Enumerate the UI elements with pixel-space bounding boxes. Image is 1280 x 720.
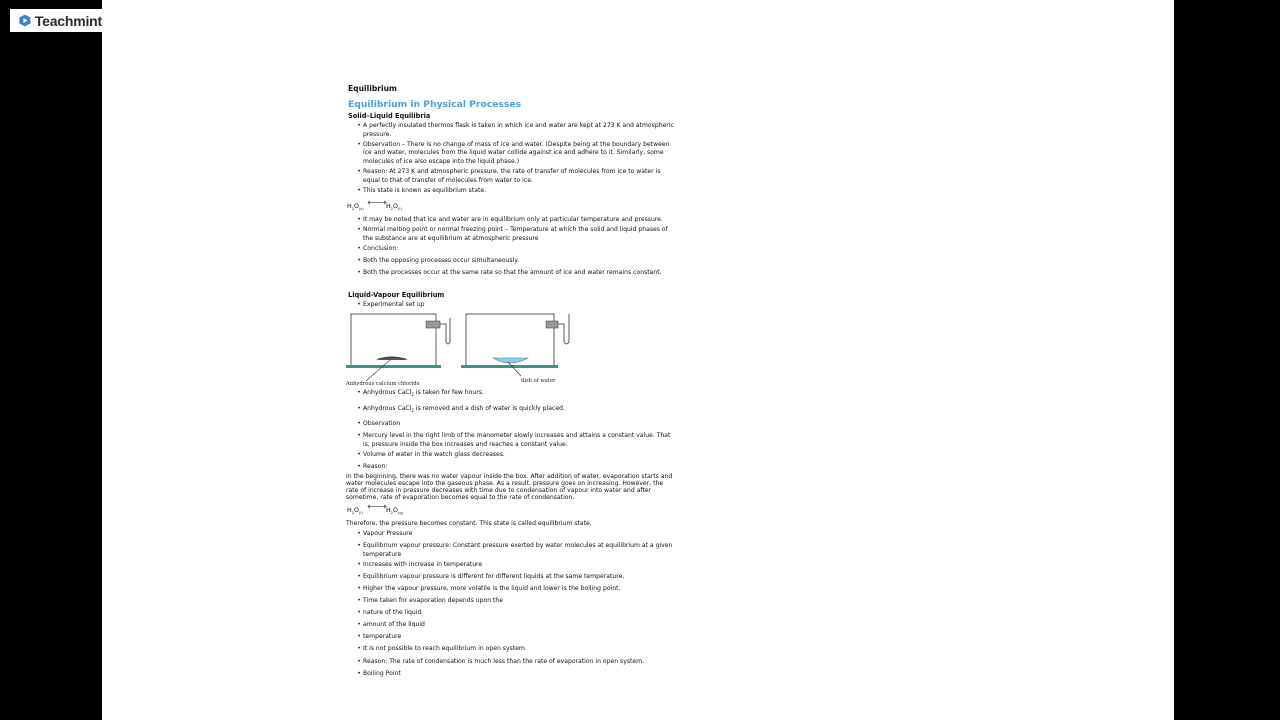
list-item: • Observation – There is no change of mass of ice and water. (Despite being at the boundary between ice and water, molecules from the liquid water collide against ice and adhere to it. Similarly, some molecules of ice also escape into the liquid phase.) <box>346 141 676 167</box>
list-item: • Equilibrium vapour pressure: Constant pressure exerted by water molecules at equilibrium at a given temperature <box>346 542 676 559</box>
base-right <box>461 365 558 368</box>
list-item: • Reason: At 273 K and atmospheric pressure, the rate of transfer of molecules from ice to water is equal to that of transfer of molecules from water to ice. <box>346 168 676 185</box>
list-item: • Normal melting point or normal freezing point – Temperature at which the solid and liquid phases of the substance are at equilibrium at atmospheric pressure <box>346 226 676 243</box>
list-item: • nature of the liquid <box>346 609 676 618</box>
list-item: • temperature <box>346 633 676 642</box>
figure-label-left: Anhydrous calcium chloride <box>346 381 420 387</box>
list-item: • Increases with increase in temperature <box>346 561 676 570</box>
eq-left: $H_2O_{(l)}$ <box>347 507 363 515</box>
equation-solid-liquid <box>346 200 426 214</box>
base-left <box>346 365 441 368</box>
list-item: • Both the opposing processes occur simultaneously. <box>346 257 676 266</box>
manometer-right <box>558 314 569 344</box>
manometer-left <box>440 318 450 344</box>
list-item: • Experimental set up <box>346 301 693 310</box>
liquid-vapour-list <box>346 389 676 472</box>
list-item: • Time taken for evaporation depends upon the <box>346 597 676 606</box>
list-item: • Vapour Pressure <box>346 530 676 539</box>
conclusion-text: Therefore, the pressure becomes constant. This state is called equilibrium state. <box>346 520 592 527</box>
list-item: • Volume of water in the watch glass decreases. <box>346 451 676 460</box>
solid-liquid-list <box>346 122 676 195</box>
list-item: • Anhydrous CaCl$_2$ is taken for few hours. <box>346 389 676 400</box>
equilibrium-arrow-icon <box>367 504 387 509</box>
doc-title: Equilibrium <box>348 84 397 93</box>
heading-liquid-vapour: Liquid-Vapour Equilibrium <box>348 291 445 299</box>
heading-solid-liquid: Solid–Liquid Equilibria <box>348 112 431 120</box>
vapour-pressure-list <box>346 530 676 678</box>
list-item: • Boiling Point <box>346 670 676 679</box>
experimental-setup-figure <box>346 312 586 388</box>
manometer-connector-left <box>426 321 440 328</box>
equation-liquid-vapour <box>346 504 426 518</box>
list-item: • Mercury level in the right limb of the manometer slowly increases and attains a constant value. That is, pressure inside the box increases and reaches a constant value. <box>346 432 676 449</box>
reason-paragraph: In the beginning, there was no water vapour inside the box. After addition of water, evaporation starts and water molecules escape into the gaseous phase. As a result, pressure goes on increasing. However, the rate of increase in pressure decreases with time due to condensation of vapour into water and after sometime, rate of evaporation becomes equal to the rate of condensation. <box>346 473 673 501</box>
list-item: • Both the processes occur at the same rate so that the amount of ice and water remains constant. <box>346 269 676 278</box>
list-item: • Reason: <box>346 463 676 472</box>
list-item: • Equilibrium vapour pressure is different for different liquids at the same temperature. <box>346 573 676 582</box>
list-item: • Higher the vapour pressure, more volatile is the liquid and lower is the boiling point. <box>346 585 676 594</box>
teachmint-logo-icon <box>19 12 31 29</box>
list-item: • Observation <box>346 420 676 429</box>
eq-right: $H_2O_{(l)}$ <box>386 203 402 211</box>
list-item: • It may be noted that ice and water are in equilibrium only at particular temperature and pressure. <box>346 216 676 225</box>
teachmint-logo[interactable] <box>10 9 102 32</box>
list-item: • Anhydrous CaCl$_2$ is removed and a dish of water is quickly placed. <box>346 405 676 416</box>
list-item: • It is not possible to reach equilibrium in open system. <box>346 645 676 654</box>
eq-right: $H_2O_{(g)}$ <box>386 507 404 515</box>
list-item: • A perfectly insulated thermos flask is taken in which ice and water are kept at 273 K and atmospheric pressure. <box>346 122 676 139</box>
manometer-connector-right <box>546 321 558 328</box>
brand-name: Teachmint <box>34 12 102 29</box>
solid-liquid-list-2 <box>346 216 676 278</box>
eq-left: $H_2O_{(s)}$ <box>347 203 364 211</box>
figure-label-right: dish of water <box>521 378 556 384</box>
section-title: Equilibrium in Physical Processes <box>348 99 522 110</box>
list-item: • Reason: The rate of condensation is much less than the rate of evaporation in open system. <box>346 658 676 667</box>
equilibrium-arrow-icon <box>367 200 387 205</box>
list-item: • amount of the liquid <box>346 621 676 630</box>
list-item: • This state is known as equilibrium state. <box>346 187 676 196</box>
list-item: • Conclusion: <box>346 245 676 254</box>
